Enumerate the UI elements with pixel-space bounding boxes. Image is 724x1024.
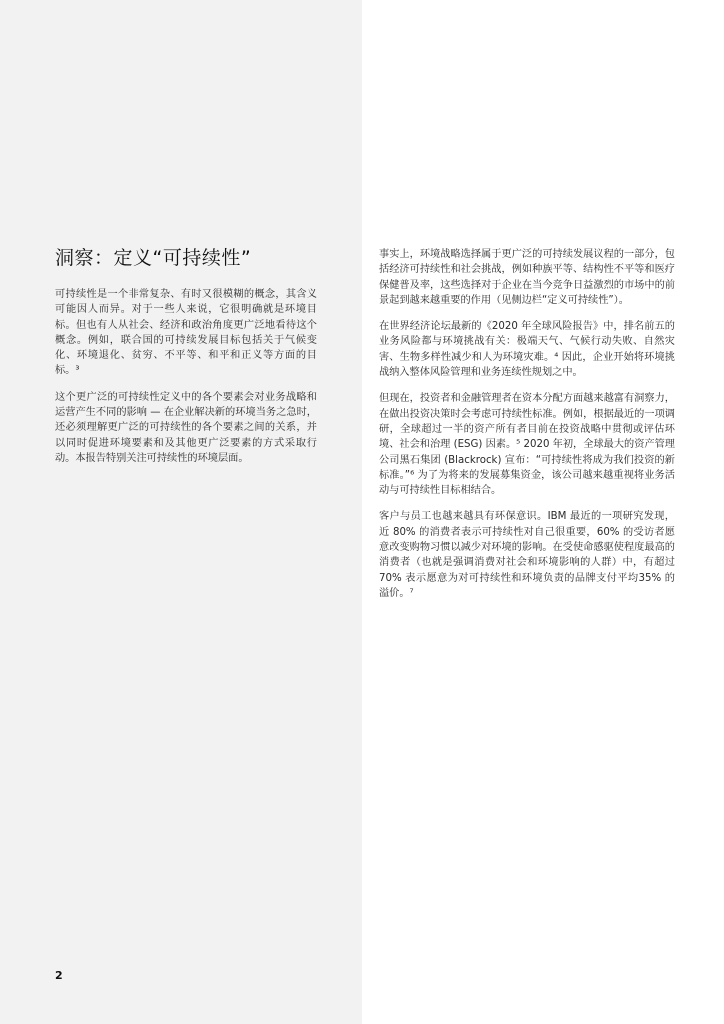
sidebar-title: 洞察：定义“可持续性” <box>55 247 252 269</box>
main-paragraph-1: 事实上，环境战略选择属于更广泛的可持续发展议程的一部分，包括经济可持续性和社会挑战，例如种族平等、结构性不平等和医疗保健普及率，这些选择对于企业在当今竞争日益激烈的市场中的前景起到越来越重要的作用（见侧边栏“定义可持续性”）。 <box>379 249 675 306</box>
main-paragraph-4: 客户与员工也越来越具有环保意识。IBM 最近的一项研究发现，近 80% 的消费者表示可持续性对自己很重要，60% 的受访者愿意改变购物习惯以减少对环境的影响。在受使命感驱使程度最高的消费者（也就是强调消费对社会和环境影响的人群）中，有超过 70% 表示愿意为对可持续性和环境负责的品牌支付平均35% 的溢价。⁷ <box>379 511 675 599</box>
main-column <box>379 247 675 612</box>
main-paragraph-2: 在世界经济论坛最新的《2020 年全球风险报告》中，排名前五的业务风险都与环境挑战有关：极端天气、气候行动失败、自然灾害、生物多样性减少和人为环境灾难。⁴ 因此，企业开始将环境挑战纳入整体风险管理和业务连续性规划之中。 <box>379 321 675 379</box>
main-paragraph-3: 但现在，投资者和金融管理者在资本分配方面越来越富有洞察力，在做出投资决策时会考虑可持续性标准。例如，根据最近的一项调研，全球超过一半的资产所有者目前在投资战略中贯彻或评估环境、社会和治理 (ESG) 因素。⁵ 2020 年初，全球最大的资产管理公司黑石集团 (Blackrock) 宣布：“可持续性将成为我们投资的新标准。”⁶ 为了为将来的发展募集资金，该公司越来越重视将业务活动与可持续性目标相结合。 <box>379 393 675 497</box>
sidebar-paragraph-2: 这个更广泛的可持续性定义中的各个要素会对业务战略和运营产生不同的影响 — 在企业解决新的环境当务之急时，还必须理解更广泛的可持续性的各个要素之间的关系，并以同时促进环境要素和及其他更广泛要素的方式采取行动。本报告特别关注可持续性的环境层面。 <box>55 391 317 464</box>
sidebar-column <box>55 243 317 477</box>
sidebar-paragraph-1: 可持续性是一个非常复杂、有时又很模糊的概念，其含义可能因人而异。对于一些人来说，它很明确就是环境目标。但也有人从社会、经济和政治角度更广泛地看待这个概念。例如，联合国的可持续发展目标包括关于气候变化、环境退化、贫穷、不平等、和平和正义等方面的目标。³ <box>55 289 317 377</box>
page-number: 2 <box>55 969 63 982</box>
